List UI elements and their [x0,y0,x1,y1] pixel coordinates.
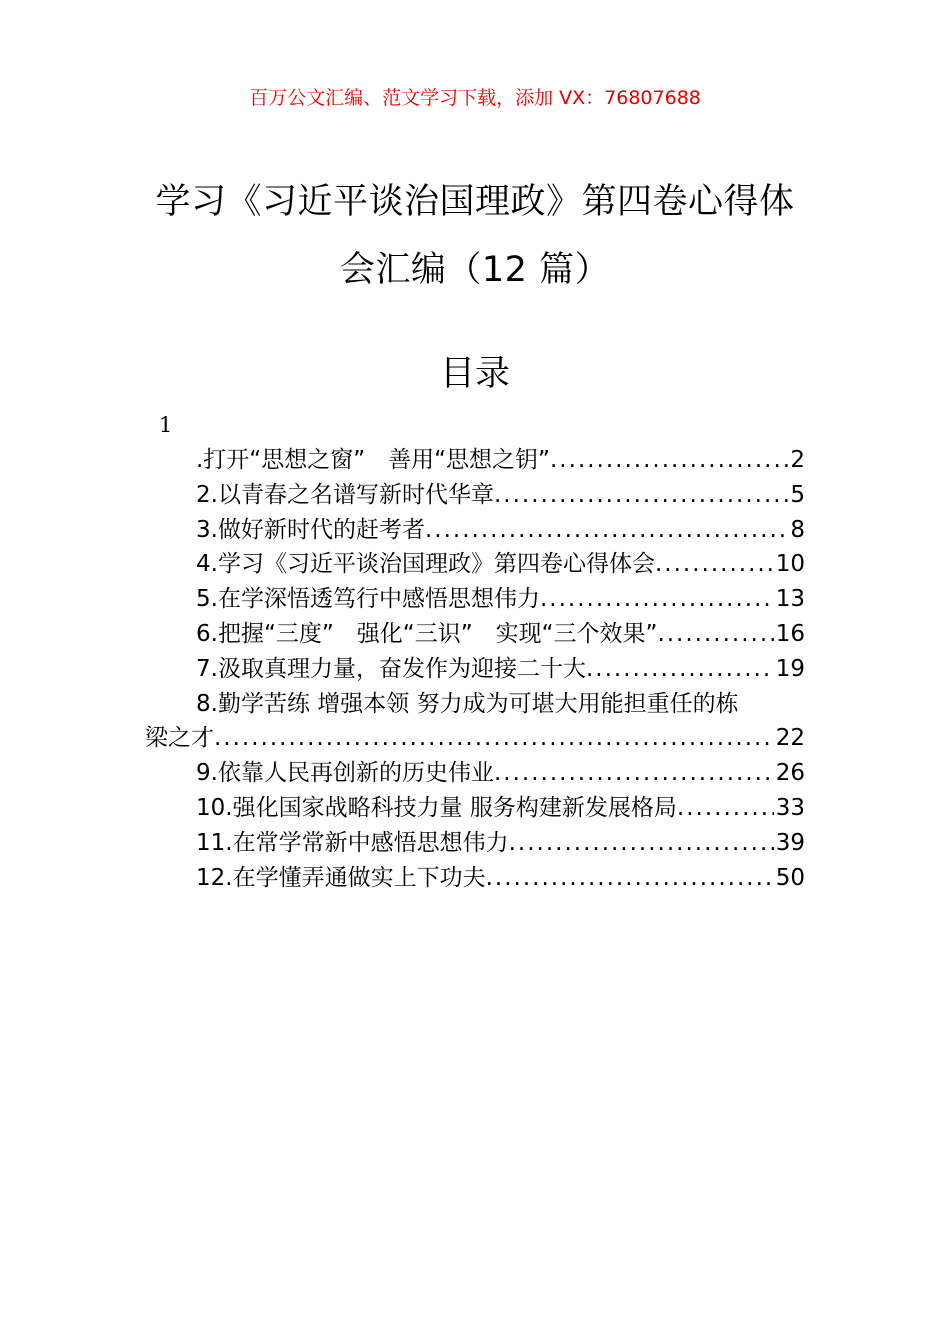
toc-entry[interactable] [145,547,805,582]
toc-entry-label: 10.强化国家战略科技力量 服务构建新发展格局 [196,794,677,821]
toc-leader-dots [494,756,774,791]
toc-entry-page: 22 [775,725,805,752]
toc-entry-page: 10 [775,551,805,578]
toc-entry-label: 7.汲取真理力量，奋发作为迎接二十大 [196,655,586,682]
toc-leader-dots [586,652,774,687]
toc-entry[interactable] [145,478,805,513]
toc-entry-page: 39 [775,829,805,856]
toc-entry-page: 50 [775,864,805,891]
toc-entry-label: 5.在学深悟透笃行中感悟思想伟力 [196,586,540,613]
document-title-line-1: 学习《习近平谈治国理政》第四卷心得体 [155,182,795,222]
toc-entry-label: 3.做好新时代的赶考者 [196,516,425,543]
toc-entry[interactable] [145,687,805,757]
toc-leader-dots [494,478,788,513]
toc-entry-page: 5 [790,481,805,508]
toc-number-marker: 1 [159,413,173,437]
toc-entry[interactable] [145,617,805,652]
document-title-line-2: 会汇编（12 篇） [339,250,611,290]
toc-entry-label: 12.在学懂弄通做实上下功夫 [196,864,486,891]
toc-leader-dots [509,826,774,861]
toc-entry-label: .打开“思想之窗” 善用“思想之钥” [196,447,550,473]
toc-entry-label: 9.依靠人民再创新的历史伟业 [196,760,494,787]
toc-entry[interactable] [145,826,805,861]
toc-entry[interactable] [145,513,805,548]
toc-entry-page: 33 [775,794,805,821]
header-note: 百万公文汇编、范文学习下载，添加 VX：76807688 [249,87,701,109]
toc-entry[interactable] [145,861,805,896]
toc-leader-dots [214,721,774,756]
toc-entry-page: 26 [775,760,805,787]
toc-entry-label: 11.在常学常新中感悟思想伟力 [196,829,509,856]
toc-entry-label: 6.把握“三度” 强化“三识” 实现“三个效果” [196,620,658,647]
toc-entry-page: 19 [775,655,805,682]
toc-leader-dots [486,861,774,896]
toc-entry-label: 4.学习《习近平谈治国理政》第四卷心得体会 [196,551,655,578]
toc-entry-page: 2 [790,447,805,473]
toc-leader-dots [677,791,774,826]
toc-heading: 目录 [439,354,510,394]
toc-entry-label-line-2: 梁之才 [145,725,214,752]
table-of-contents [145,443,805,895]
toc-entry-page: 13 [775,586,805,613]
toc-entry-page: 16 [775,620,805,647]
toc-entry-page: 8 [790,516,805,543]
toc-entry[interactable] [145,791,805,826]
toc-leader-dots [540,582,774,617]
toc-leader-dots [550,443,788,478]
toc-leader-dots [425,513,788,548]
toc-entry[interactable] [145,756,805,791]
toc-entry-label-line-1: 8.勤学苦练 增强本领 努力成为可堪大用能担重任的栋 [196,690,739,717]
toc-entry-label: 2.以青春之名谱写新时代华章 [196,481,494,508]
toc-entry[interactable] [145,652,805,687]
toc-leader-dots [657,617,773,652]
toc-leader-dots [655,547,774,582]
toc-entry[interactable] [145,443,805,478]
toc-entry[interactable] [145,582,805,617]
